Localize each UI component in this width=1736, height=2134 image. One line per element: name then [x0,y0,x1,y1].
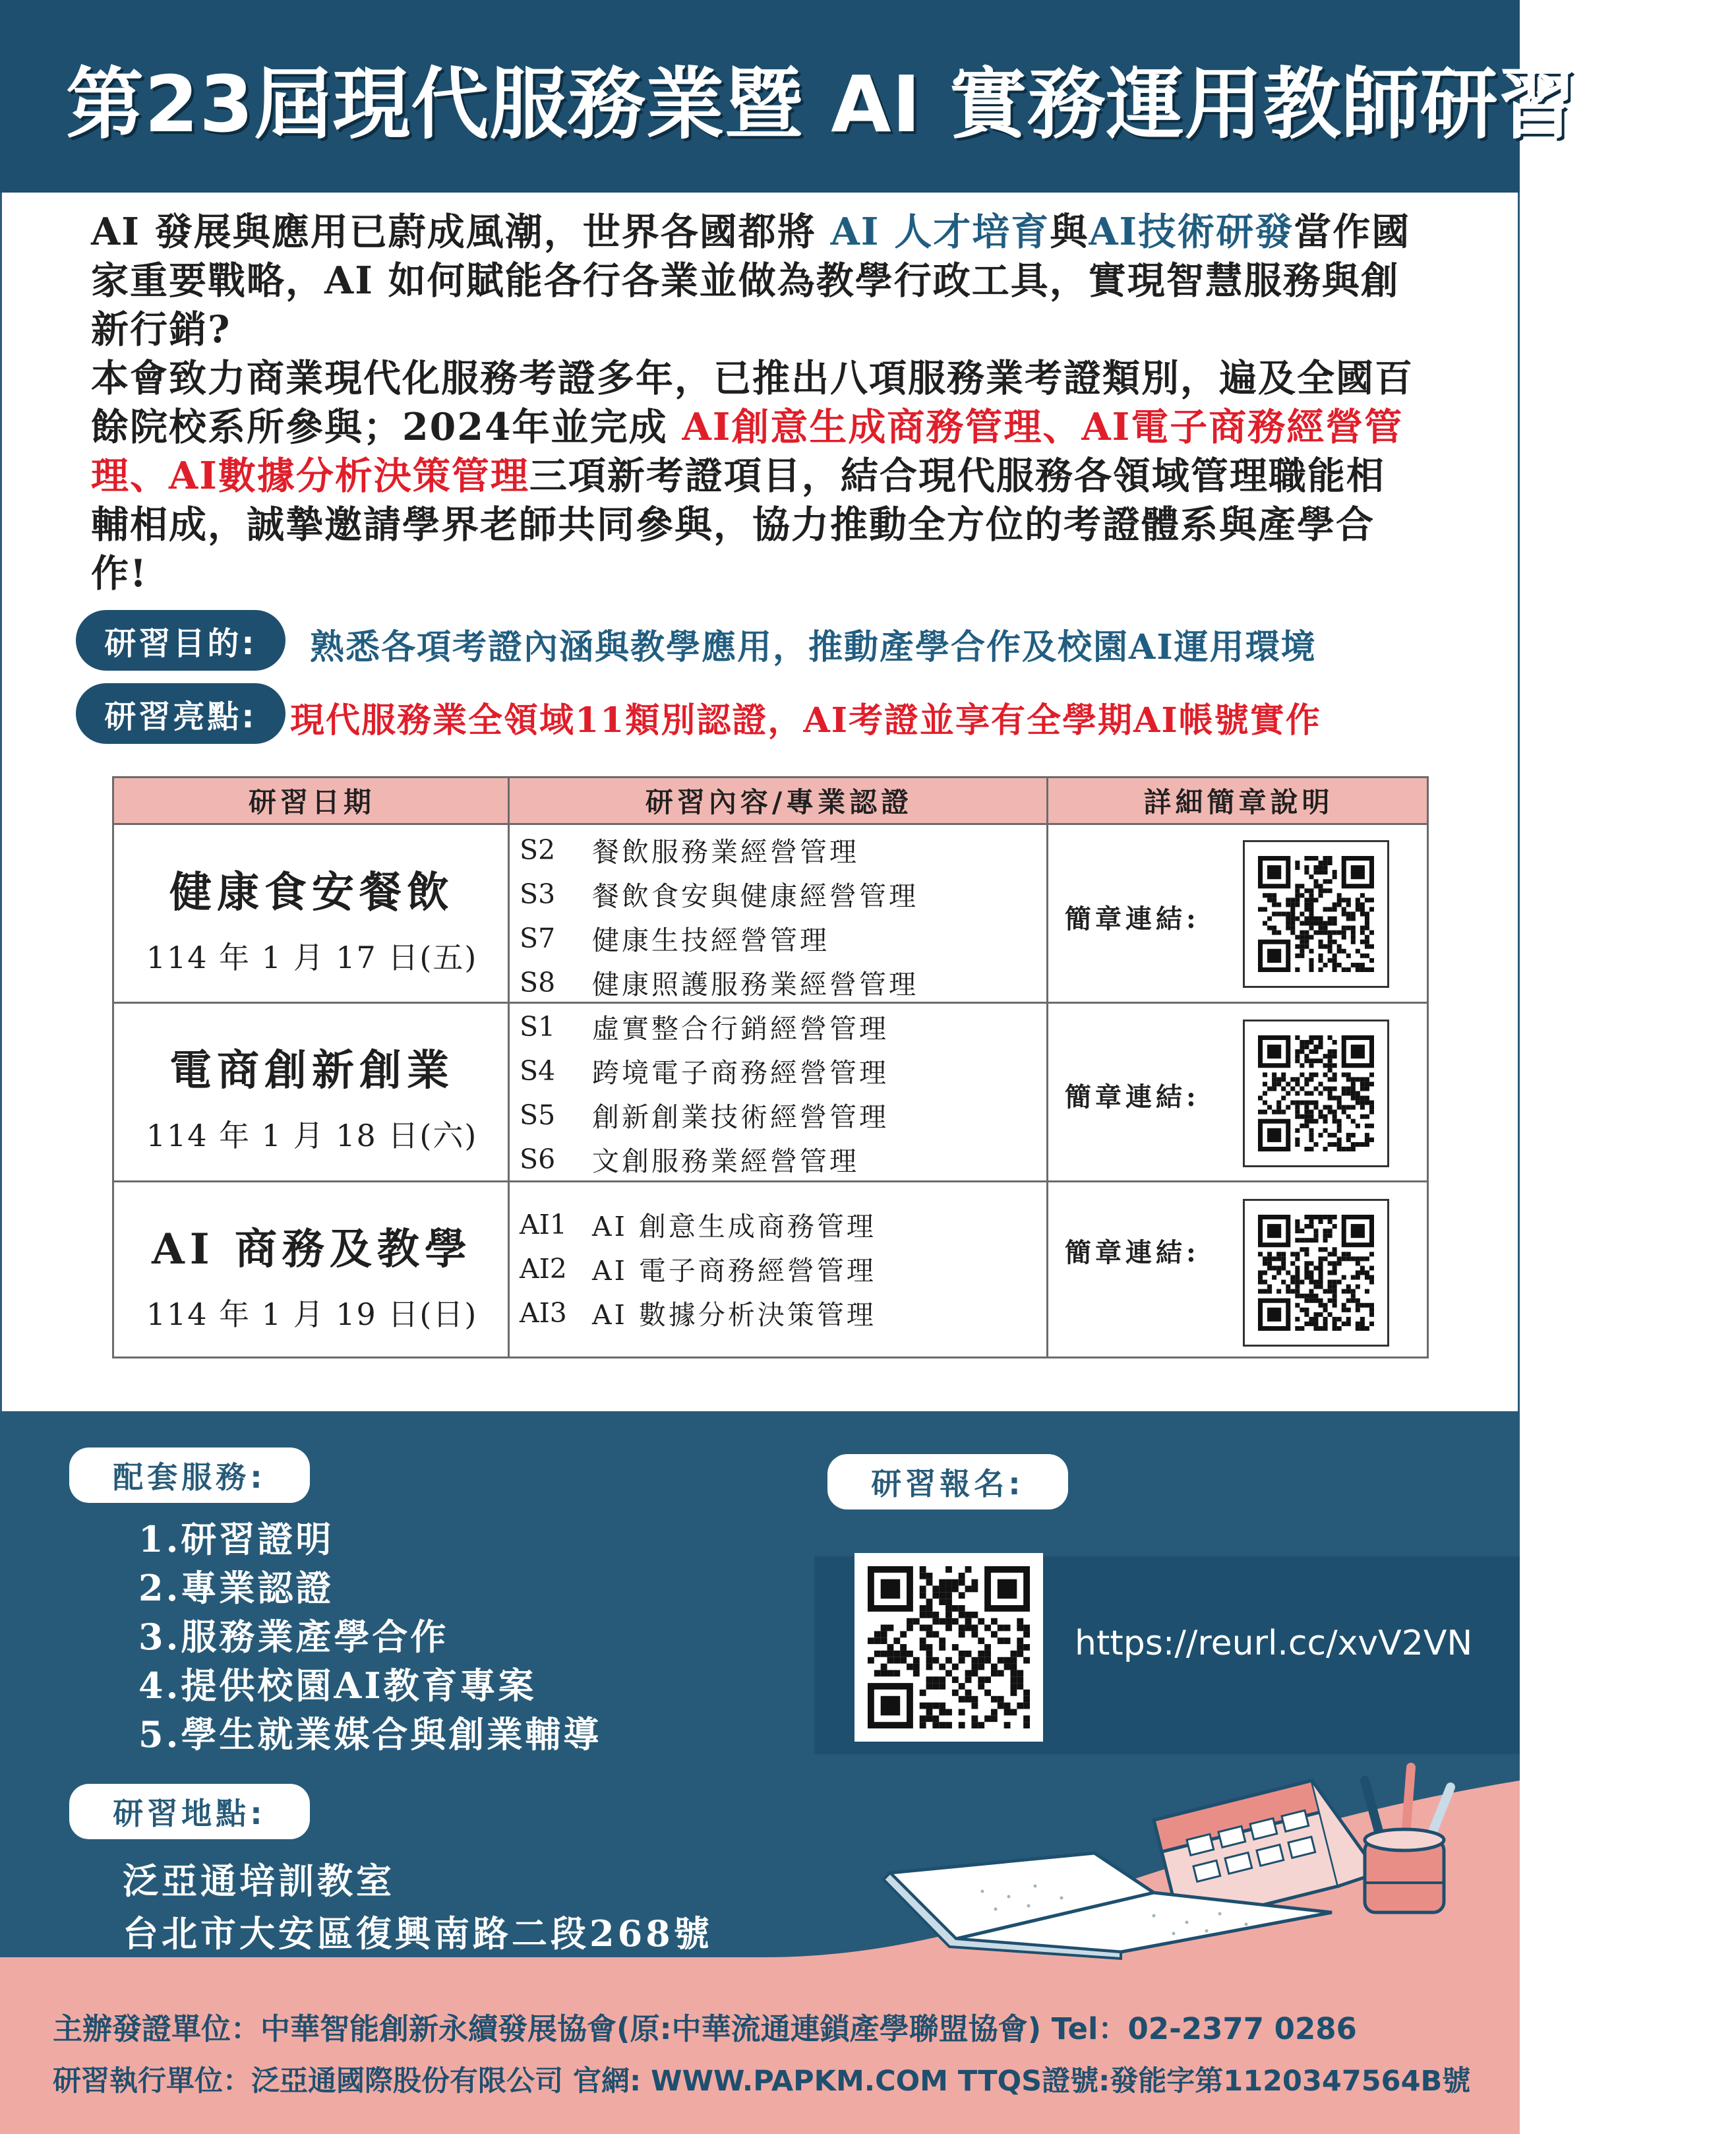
list-item: 2.專業認證 [138,1566,334,1609]
purpose-label: 研習目的: [76,610,285,671]
registration-label: 研習報名: [827,1454,1068,1509]
intro-text [91,208,1416,598]
qr-code-brochure-ai[interactable] [1243,1199,1389,1347]
brochure-link-label: 簡章連結: [1065,1237,1200,1268]
services-list [138,1512,601,1756]
list-item: AI3 AI 數據分析決策管理 [520,1296,876,1331]
category-name: AI 商務及教學 [152,1225,472,1274]
list-item: S4 跨境電子商務經營管理 [520,1054,889,1089]
category-date: 114 年 1 月 18 日(六) [146,1118,478,1153]
highlight-label: 研習亮點: [76,683,285,744]
qr-code-icon [1258,856,1374,972]
qr-code-icon [1258,1215,1374,1331]
list-item: S7 健康生技經營管理 [520,922,829,956]
header-banner [0,0,1736,193]
list-item: 3.服務業產學合作 [138,1615,449,1658]
brochure-link-label: 簡章連結: [1065,903,1200,934]
course-list [520,828,918,1004]
table-header [114,778,1427,825]
title-subtitle: (寒假班) [1586,92,1736,137]
table-header-content: 研習內容/專業認證 [645,786,913,818]
registration-url-link[interactable]: https://reurl.cc/xvV2VN [1075,1624,1473,1663]
list-item: 4.提供校園AI教育專案 [138,1664,537,1707]
purpose-text: 熟悉各項考證內涵與教學應用，推動產學合作及校園AI運用環境 [310,627,1317,667]
intro-highlight-ai-tech: AI技術研發 [1089,210,1294,254]
list-item: S8 健康照護服務業經營管理 [520,966,918,1000]
course-list [520,1004,889,1181]
qr-code-icon [1258,1035,1374,1151]
list-item: S3 餐飲食安與健康經營管理 [520,878,918,912]
list-item: 1.研習證明 [138,1517,334,1560]
schedule-table [112,776,1429,1358]
table-header-details: 詳細簡章說明 [1143,786,1334,818]
qr-code-icon [868,1566,1030,1728]
table-header-date: 研習日期 [248,786,375,818]
title-main: 第23屆現代服務業暨 AI 實務運用教師研習 [66,59,1577,150]
list-item: S1 虛實整合行銷經營管理 [520,1010,889,1045]
category-date: 114 年 1 月 19 日(日) [146,1296,478,1332]
list-item: AI2 AI 電子商務經營管理 [520,1252,876,1287]
course-list [520,1202,876,1335]
intro-highlight-ai-talent: AI 人才培育 [830,210,1050,254]
brochure-link-label: 簡章連結: [1065,1082,1200,1113]
highlight-text: 現代服務業全領域11類別認證，AI考證並享有全學期AI帳號實作 [290,700,1321,741]
list-item: S5 創新創業技術經營管理 [520,1099,889,1133]
category-name: 健康食安餐飲 [169,868,454,917]
registration-qr-code[interactable] [854,1553,1043,1742]
services-label: 配套服務: [69,1448,310,1503]
list-item: S6 文創服務業經營管理 [520,1143,859,1177]
executor-info: 研習執行單位：泛亞通國際股份有限公司 官網: WWW.PAPKM.COM TTQS證號:發能字第1120347564B號 [53,2065,1471,2098]
category-date: 114 年 1 月 17 日(五) [146,940,478,975]
book-calendar-illustration [877,1741,1470,1959]
category-name: 電商創新創業 [169,1046,454,1095]
venue-name: 泛亞通培訓教室 [123,1859,395,1902]
intro-paragraph-1: AI 發展與應用已蔚成風潮，世界各國都將 AI 人才培育與AI技術研發當作國家重要戰略，AI 如何賦能各行各業並做為教學行政工具，實現智慧服務與創新行銷? [91,210,1411,351]
list-item: S2 餐飲服務業經營管理 [520,834,859,868]
qr-code-brochure-ecommerce[interactable] [1243,1020,1389,1167]
table-row-category [114,1215,510,1334]
venue-info [123,1852,713,1957]
venue-label: 研習地點: [69,1784,310,1839]
venue-address: 台北市大安區復興南路二段268號 [123,1912,713,1955]
list-item: 5.學生就業媒合與創業輔導 [138,1713,602,1755]
pen-cup-icon [1365,1767,1451,1912]
list-item: AI1 AI 創意生成商務管理 [520,1208,876,1242]
table-row-category [114,1037,510,1155]
intro-highlight-new-certs: AI創意生成商務管理、AI電子商務經營管理、AI數據分析決策管理 [91,405,1404,498]
organizer-info: 主辦發證單位：中華智能創新永續發展協會(原:中華流通連鎖產學聯盟協會) Tel：02-2377 0286 [53,2011,1357,2046]
intro-paragraph-2: 本會致力商業現代化服務考證多年，已推出八項服務業考證類別，遍及全國百餘院校系所參與；2024年並完成 AI創意生成商務管理、AI電子商務經營管理、AI數據分析決策管理三項新考證項目，結合現代服務各領域管理職能相輔相成，誠摯邀請學界老師共同參與，協力推動全方位的考證體系與產學合作! [91,356,1414,595]
table-row-category [114,859,510,977]
table-divider [1046,778,1048,1357]
page-title [66,32,1736,164]
qr-code-brochure-health[interactable] [1243,840,1389,988]
